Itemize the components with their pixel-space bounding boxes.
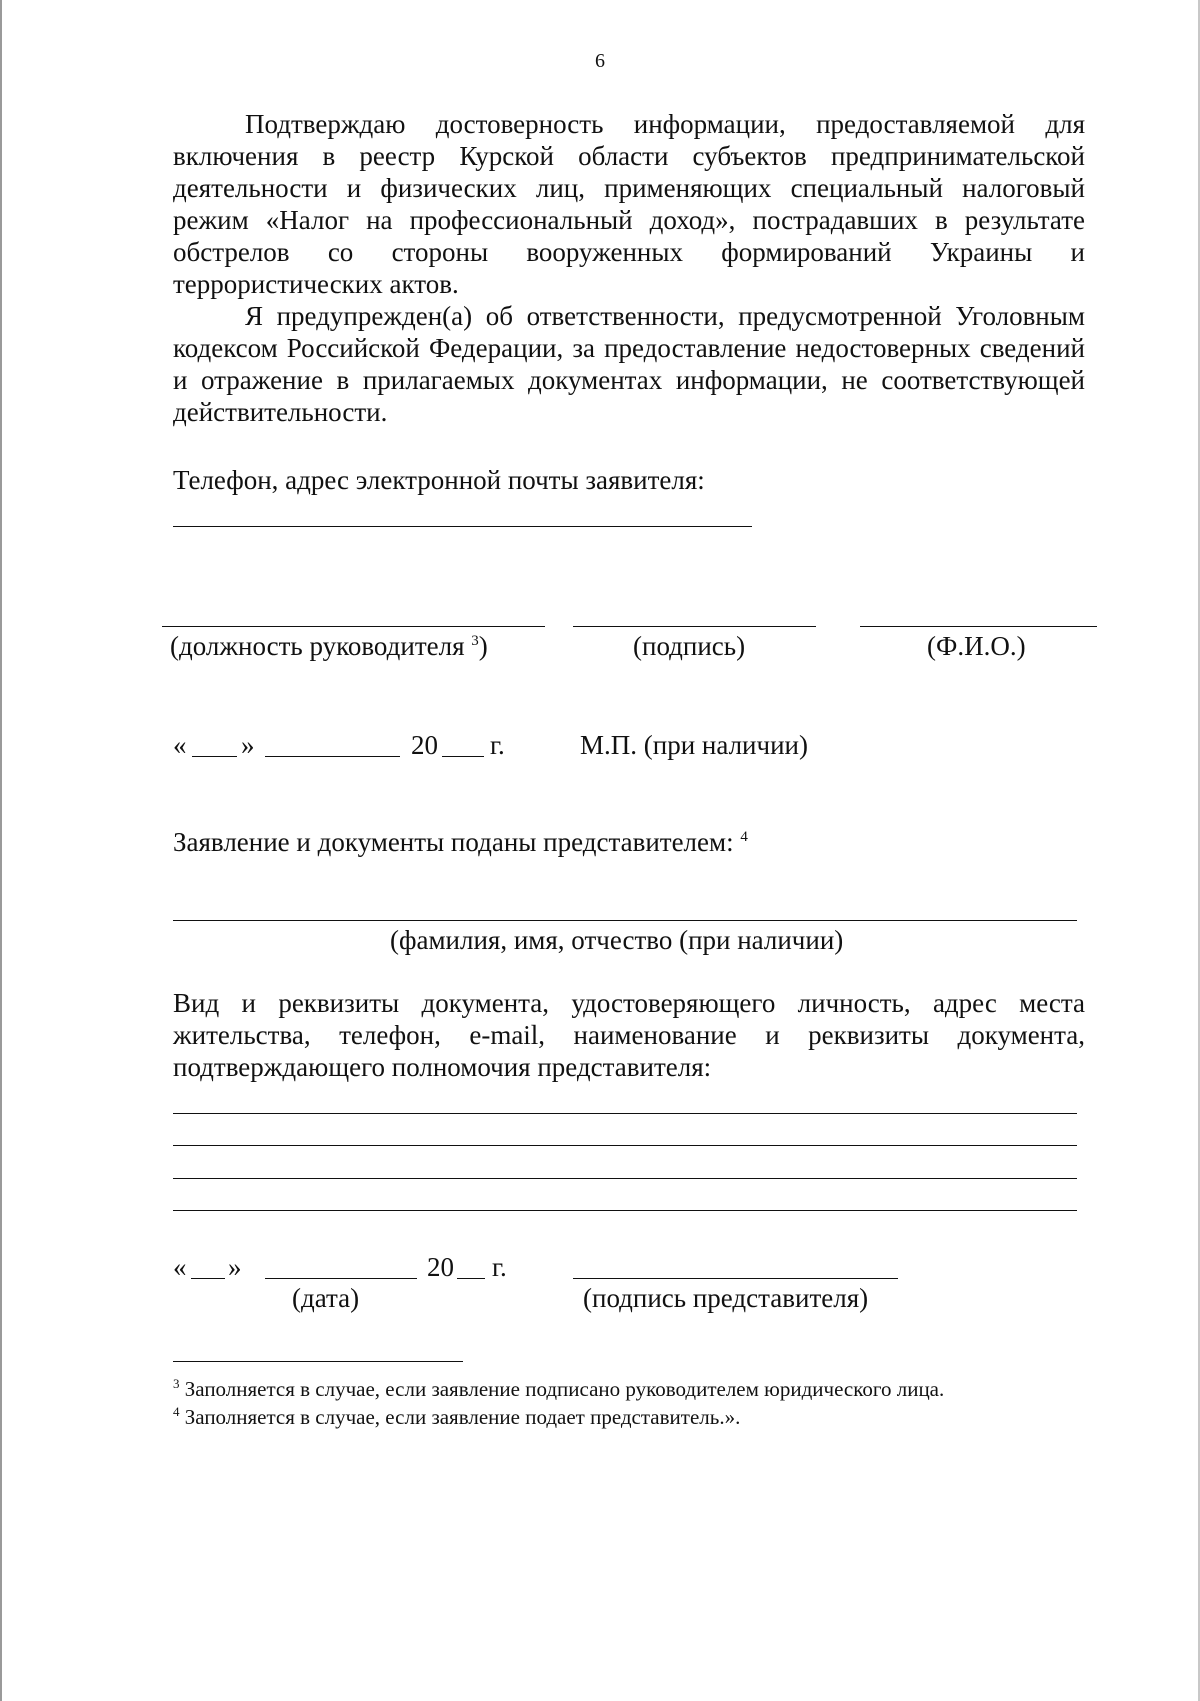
year-input-2[interactable] — [457, 1278, 485, 1279]
document-paragraph: Вид и реквизиты документа, удостоверяющего личность, адрес места жительства, телефон, e-mail, наименование и реквизиты документа, подтверждающего полномочия представителя: — [173, 988, 1085, 1082]
year-suffix-2: г. — [492, 1252, 507, 1282]
date-close-quote-1: » — [241, 730, 255, 760]
confirm-paragraph: Подтверждаю достоверность информации, предоставляемой для включения в реестр Курской области субъектов предпринимательской деятельности и физических лиц, применяющих специальный налоговый режим «Налог на профессиональный доход», пострадавших в результате обстрелов со стороны вооруженных формирований Украины и террористических актов. — [173, 109, 1085, 299]
date-caption: (дата) — [292, 1283, 360, 1313]
year-prefix-2: 20 — [427, 1252, 454, 1282]
date-open-quote-1: « — [173, 730, 187, 760]
representative-name-caption: (фамилия, имя, отчество (при наличии) — [390, 925, 844, 955]
representative-signature-caption: (подпись представителя) — [583, 1283, 869, 1313]
date-close-quote-2: » — [228, 1252, 242, 1282]
month-input-2[interactable] — [265, 1278, 417, 1279]
year-input-1[interactable] — [442, 756, 484, 757]
stamp-label: М.П. (при наличии) — [580, 730, 808, 760]
footnote-ref-3: 3 — [471, 633, 479, 649]
date-open-quote-2: « — [173, 1252, 187, 1282]
footnote-mark-3: 3 — [173, 1376, 180, 1391]
scan-edge-left — [0, 0, 2, 1701]
footnote-text-4: Заполняется в случае, если заявление подает представитель.». — [184, 1405, 741, 1429]
footnote-ref-4: 4 — [740, 829, 748, 845]
representative-signature-input-line[interactable] — [573, 1278, 898, 1279]
signature-caption: (подпись) — [633, 631, 746, 661]
footnote-3 — [173, 1376, 944, 1402]
position-caption — [170, 630, 488, 662]
footnote-mark-4: 4 — [173, 1404, 180, 1419]
document-input-line-3[interactable] — [173, 1178, 1077, 1179]
signature-input-line[interactable] — [573, 626, 816, 627]
contacts-input-line[interactable] — [173, 526, 752, 527]
document-input-line-2[interactable] — [173, 1145, 1077, 1146]
position-label: (должность руководителя — [170, 631, 465, 661]
contacts-label: Телефон, адрес электронной почты заявителя: — [173, 465, 705, 495]
year-prefix-1: 20 — [411, 730, 438, 760]
day-input-2[interactable] — [191, 1278, 225, 1279]
position-close: ) — [478, 631, 488, 661]
year-suffix-1: г. — [490, 730, 505, 760]
day-input-1[interactable] — [192, 756, 237, 757]
month-input-1[interactable] — [265, 756, 400, 757]
footnote-4 — [173, 1404, 740, 1430]
name-caption: (Ф.И.О.) — [927, 631, 1026, 661]
representative-name-input-line[interactable] — [173, 920, 1077, 921]
document-input-line-1[interactable] — [173, 1113, 1077, 1114]
position-input-line[interactable] — [162, 626, 545, 627]
representative-label: Заявление и документы поданы представителем: — [173, 827, 734, 857]
footnote-text-3: Заполняется в случае, если заявление подписано руководителем юридического лица. — [184, 1377, 945, 1401]
document-input-line-4[interactable] — [173, 1210, 1077, 1211]
name-input-line[interactable] — [860, 626, 1097, 627]
page-number: 6 — [595, 50, 605, 72]
footnote-separator — [173, 1361, 463, 1362]
representative-label-line — [173, 826, 748, 858]
warning-paragraph: Я предупрежден(а) об ответственности, предусмотренной Уголовным кодексом Российской Федерации, за предоставление недостоверных сведений и отражение в прилагаемых документах информации, не соответствующей действительности. — [173, 301, 1085, 427]
